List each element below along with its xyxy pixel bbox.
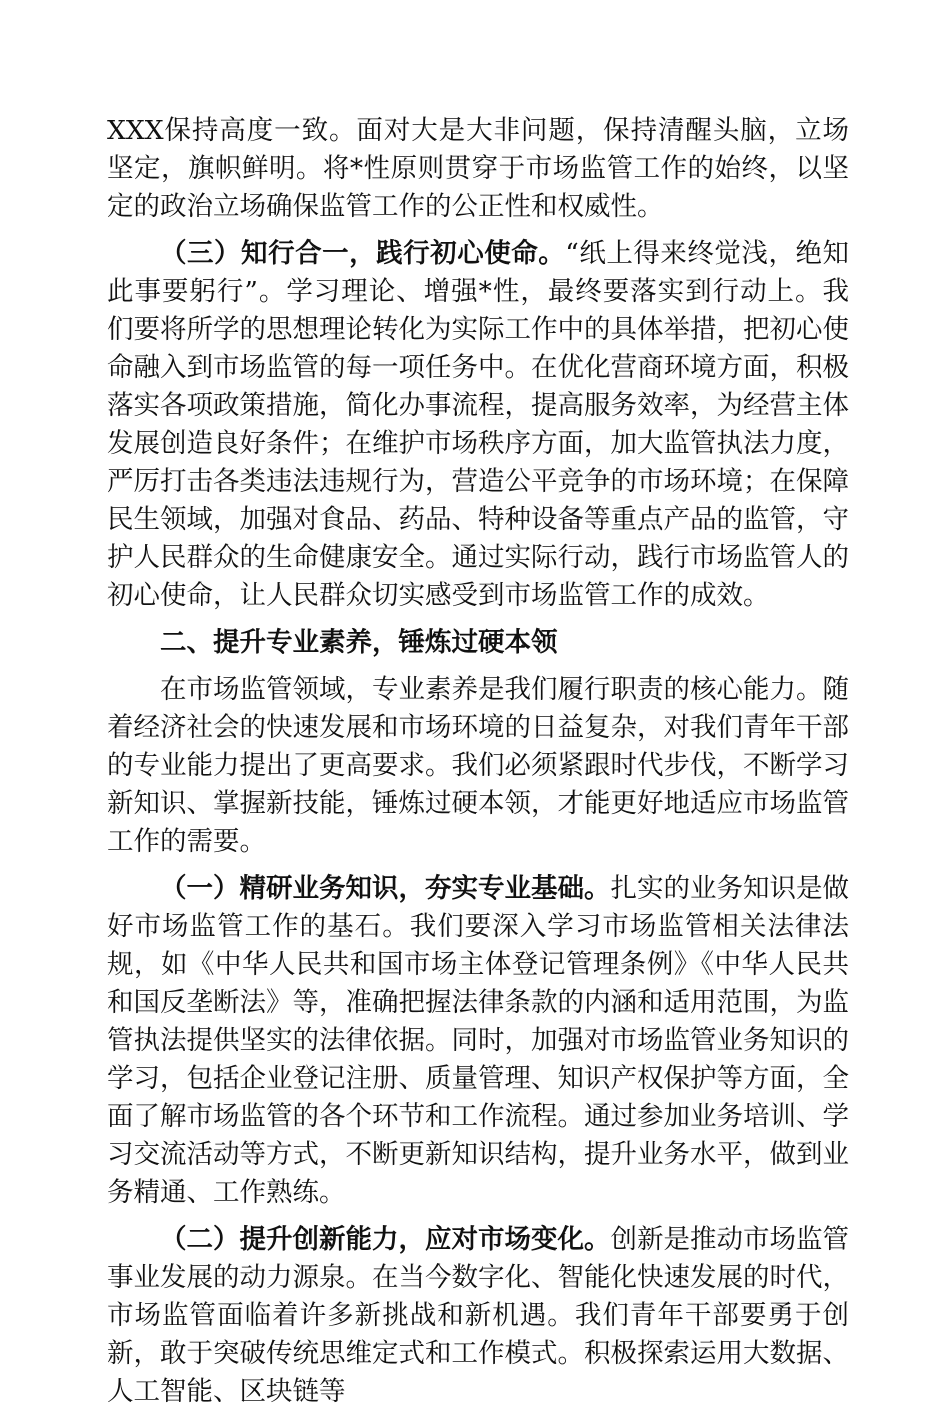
- subsection-paragraph-3: [107, 235, 849, 615]
- subsection-body-2: 创新是推动市场监管事业发展的动力源泉。在当今数字化、智能化快速发展的时代，市场监管面临着许多新挑战和新机遇。我们青年干部要勇于创新，敢于突破传统思维定式和工作模式。积极探索运用大数据、人工智能、区块链等: [107, 1224, 849, 1407]
- section-heading-2: 二、提升专业素养，锤炼过硬本领: [160, 627, 558, 658]
- section-intro-paragraph: 在市场监管领域，专业素养是我们履行职责的核心能力。随着经济社会的快速发展和市场环境的日益复杂，对我们青年干部的专业能力提出了更高要求。我们必须紧跟时代步伐，不断学习新知识、掌握新技能，锤炼过硬本领，才能更好地适应市场监管工作的需要。: [107, 674, 849, 857]
- subsection-body-3: “纸上得来终觉浅，绝知此事要躬行”。学习理论、增强*性，最终要落实到行动上。我们要将所学的思想理论转化为实际工作中的具体举措，把初心使命融入到市场监管的每一项任务中。在优化营商环境方面，积极落实各项政策措施，简化办事流程，提高服务效率，为经营主体发展创造良好条件；在维护市场秩序方面，加大监管执法力度，严厉打击各类违法违规行为，营造公平竞争的市场环境；在保障民生领域，加强对食品、药品、特种设备等重点产品的监管，守护人民群众的生命健康安全。通过实际行动，践行市场监管人的初心使命，让人民群众切实感受到市场监管工作的成效。: [107, 238, 849, 611]
- subsection-body-1: 扎实的业务知识是做好市场监管工作的基石。我们要深入学习市场监管相关法律法规，如《中华人民共和国市场主体登记管理条例》《中华人民共和国反垄断法》等，准确把握法律条款的内涵和适用范围，为监管执法提供坚实的法律依据。同时，加强对市场监管业务知识的学习，包括企业登记注册、质量管理、知识产权保护等方面，全面了解市场监管的各个环节和工作流程。通过参加业务培训、学习交流活动等方式，不断更新知识结构，提升业务水平，做到业务精通、工作熟练。: [107, 873, 849, 1208]
- subsection-lead-1: （一）精研业务知识，夯实专业基础。: [160, 873, 611, 904]
- subsection-paragraph-1: [107, 870, 849, 1212]
- subsection-paragraph-2: [107, 1221, 849, 1411]
- subsection-lead-3: （三）知行合一，践行初心使命。: [160, 238, 566, 269]
- subsection-lead-2: （二）提升创新能力，应对市场变化。: [160, 1224, 611, 1255]
- document-page: [107, 112, 849, 1420]
- paragraph-continuation: XXX保持高度一致。面对大是大非问题，保持清醒头脑，立场坚定，旗帜鲜明。将*性原则贯穿于市场监管工作的始终，以坚定的政治立场确保监管工作的公正性和权威性。: [107, 115, 849, 222]
